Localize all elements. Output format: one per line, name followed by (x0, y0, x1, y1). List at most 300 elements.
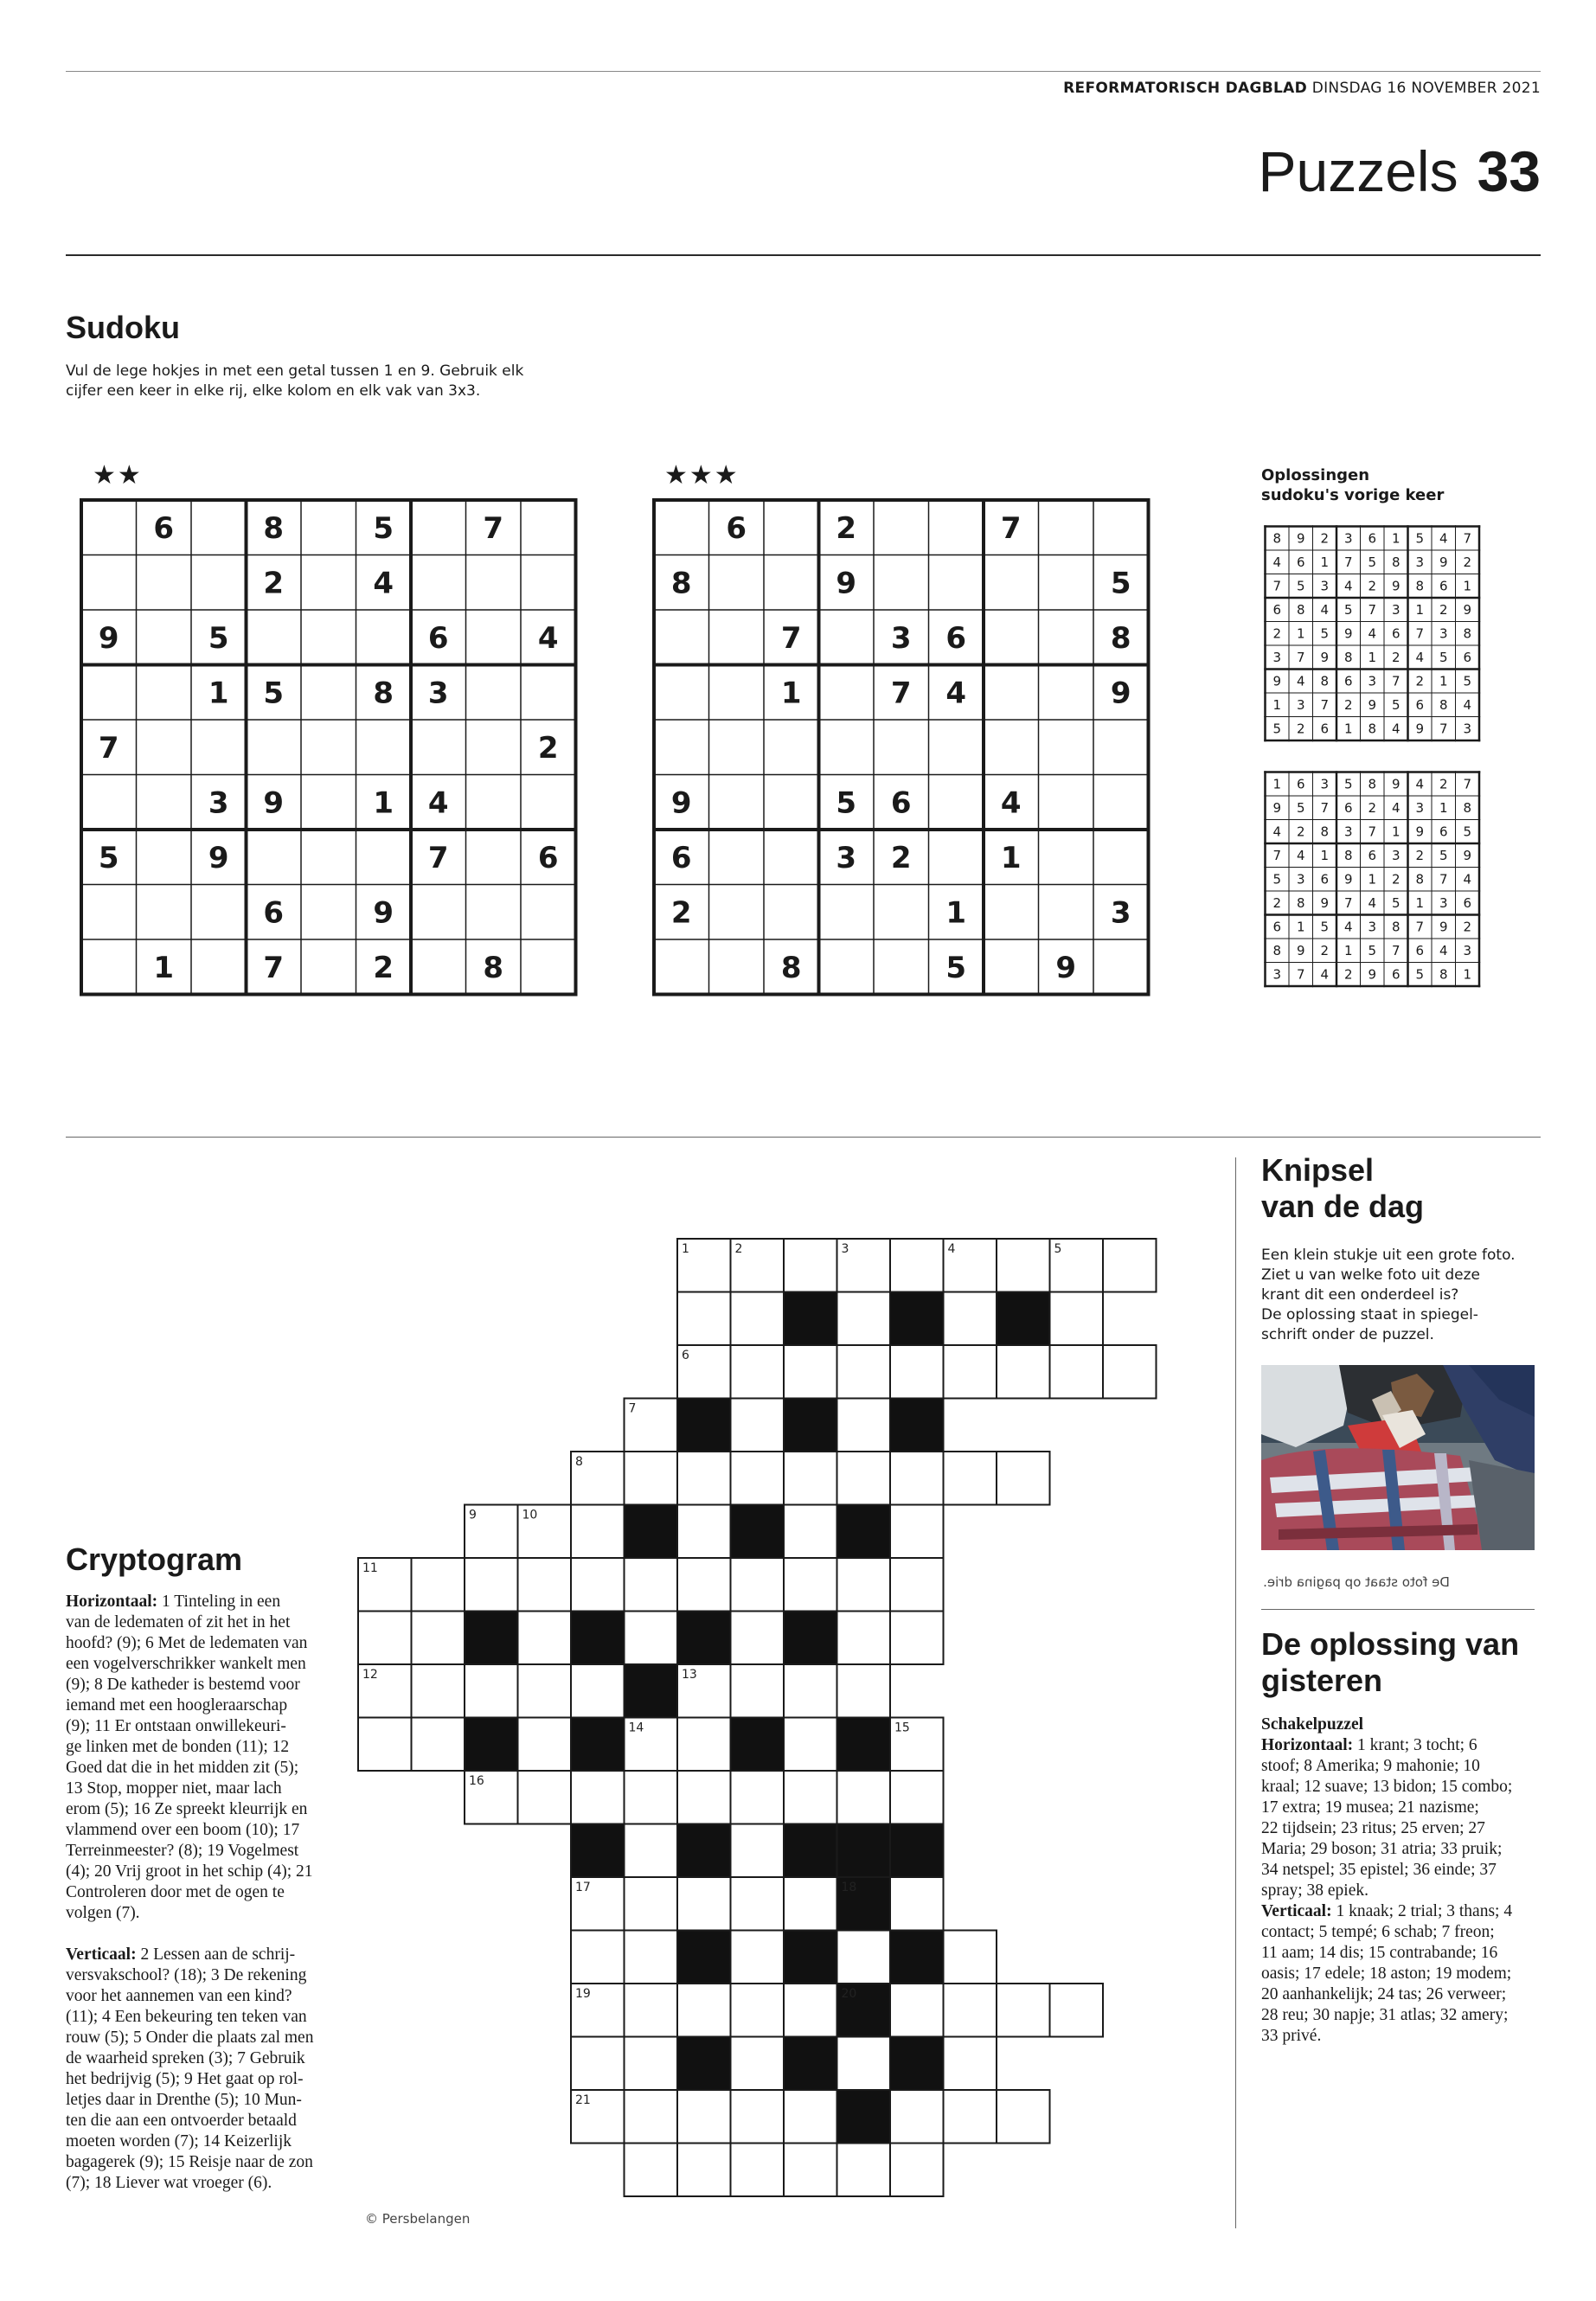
sudoku-cell[interactable] (356, 775, 412, 830)
crypto-cell[interactable] (625, 2090, 678, 2144)
sudoku-cell[interactable] (191, 775, 247, 830)
sudoku-cell[interactable] (929, 610, 984, 665)
sudoku-cell[interactable] (709, 500, 765, 555)
crypto-cell[interactable] (518, 1718, 572, 1772)
crypto-cell[interactable] (890, 2144, 944, 2197)
sudoku-cell[interactable] (247, 885, 302, 940)
crypto-cell[interactable] (784, 1239, 837, 1292)
sudoku-cell[interactable] (356, 720, 412, 775)
sudoku-cell[interactable] (137, 939, 192, 995)
sudoku-cell[interactable] (466, 939, 522, 995)
sudoku-cell[interactable] (466, 885, 522, 940)
crypto-cell[interactable] (1050, 1292, 1104, 1346)
sudoku-digit: 3 (1296, 697, 1305, 714)
sudoku-digit: 9 (836, 566, 857, 601)
crypto-cell[interactable] (944, 1931, 997, 1984)
crypto-cell[interactable] (997, 2090, 1050, 2144)
crypto-cell[interactable] (677, 2090, 731, 2144)
crypto-cell[interactable] (731, 1558, 785, 1612)
sudoku-cell[interactable] (411, 500, 466, 555)
sudoku-cell (1408, 574, 1433, 599)
sudoku-cell[interactable] (874, 775, 929, 830)
sudoku-cell[interactable] (247, 939, 302, 995)
sudoku-digit: 8 (1272, 530, 1282, 547)
sudoku-cell[interactable] (709, 665, 765, 721)
crypto-cell[interactable] (625, 1931, 678, 1984)
crypto-cell[interactable] (625, 2144, 678, 2197)
sudoku-digit: 7 (427, 840, 449, 875)
sudoku-digit: 1 (208, 676, 229, 711)
sudoku-cell[interactable] (466, 500, 522, 555)
sudoku-cell[interactable] (301, 939, 356, 995)
crypto-cell[interactable] (412, 1718, 465, 1772)
sudoku-cell[interactable] (874, 720, 929, 775)
sudoku-cell[interactable] (247, 555, 302, 611)
sudoku-cell[interactable] (356, 939, 412, 995)
sudoku-cell[interactable] (764, 500, 819, 555)
sudoku-cell[interactable] (654, 665, 709, 721)
sudoku-cell[interactable] (654, 830, 709, 885)
crypto-cell[interactable] (784, 1664, 837, 1718)
sudoku-cell[interactable] (874, 830, 929, 885)
crypto-cell[interactable] (677, 1771, 731, 1824)
sudoku-cell[interactable] (1039, 830, 1094, 885)
crypto-cell[interactable] (731, 1452, 785, 1505)
sudoku-cell[interactable] (301, 720, 356, 775)
crypto-cell[interactable] (518, 1664, 572, 1718)
crypto-cell[interactable] (1103, 1345, 1157, 1399)
crypto-cell[interactable] (625, 1984, 678, 2037)
crypto-cell[interactable] (571, 2037, 625, 2091)
crypto-cell[interactable] (890, 1452, 944, 1505)
crypto-cell[interactable] (731, 1345, 785, 1399)
sudoku-cell[interactable] (709, 885, 765, 940)
crypto-cell[interactable] (837, 2037, 891, 2091)
sudoku-cell[interactable] (1039, 500, 1094, 555)
sudoku-cell[interactable] (1093, 555, 1149, 611)
sudoku-cell[interactable] (819, 720, 875, 775)
crypto-cell[interactable] (890, 1877, 944, 1931)
crypto-cell[interactable] (465, 1664, 518, 1718)
sudoku-cell[interactable] (654, 720, 709, 775)
sudoku-cell[interactable] (709, 830, 765, 885)
sudoku-cell[interactable] (521, 665, 576, 721)
sudoku-cell[interactable] (819, 939, 875, 995)
sudoku-cell[interactable] (929, 830, 984, 885)
crypto-cell[interactable] (890, 1558, 944, 1612)
sudoku-cell[interactable] (247, 830, 302, 885)
sudoku-cell[interactable] (521, 610, 576, 665)
sudoku-cell[interactable] (81, 830, 137, 885)
sudoku-cell[interactable] (521, 720, 576, 775)
sudoku-cell[interactable] (929, 555, 984, 611)
crypto-cell[interactable] (944, 1452, 997, 1505)
sudoku-cell[interactable] (764, 939, 819, 995)
crypto-cell[interactable] (837, 1931, 891, 1984)
crypto-cell[interactable] (784, 1505, 837, 1559)
sudoku-cell[interactable] (81, 500, 137, 555)
sudoku-cell[interactable] (137, 720, 192, 775)
sudoku-digit: 8 (1391, 554, 1401, 571)
sudoku-cell[interactable] (819, 885, 875, 940)
sudoku-cell[interactable] (81, 720, 137, 775)
crypto-cell[interactable] (1050, 1345, 1104, 1399)
crypto-cell[interactable] (731, 2144, 785, 2197)
sudoku-cell[interactable] (984, 665, 1039, 721)
sudoku-cell[interactable] (1093, 775, 1149, 830)
crypto-cell[interactable] (358, 1718, 412, 1772)
sudoku-cell[interactable] (929, 500, 984, 555)
sudoku-cell[interactable] (929, 665, 984, 721)
sudoku-cell[interactable] (654, 555, 709, 611)
crypto-cell[interactable] (784, 2144, 837, 2197)
sudoku-cell[interactable] (984, 500, 1039, 555)
sudoku-cell[interactable] (466, 830, 522, 885)
sudoku-cell[interactable] (709, 720, 765, 775)
sudoku-cell[interactable] (1093, 720, 1149, 775)
sudoku-cell[interactable] (521, 830, 576, 885)
sudoku-cell[interactable] (984, 720, 1039, 775)
sudoku-cell[interactable] (301, 665, 356, 721)
sudoku-cell[interactable] (874, 610, 929, 665)
sudoku-cell[interactable] (1039, 885, 1094, 940)
sudoku-cell[interactable] (929, 720, 984, 775)
sudoku-cell[interactable] (984, 830, 1039, 885)
crypto-cell[interactable] (731, 1877, 785, 1931)
sudoku-cell[interactable] (654, 939, 709, 995)
sudoku-cell[interactable] (247, 720, 302, 775)
crypto-cell[interactable] (731, 1612, 785, 1665)
crypto-cell[interactable] (944, 1984, 997, 2037)
crypto-cell[interactable] (784, 2090, 837, 2144)
sudoku-cell[interactable] (356, 665, 412, 721)
sudoku-cell[interactable] (654, 775, 709, 830)
sudoku-cell[interactable] (1039, 555, 1094, 611)
crypto-cell[interactable] (518, 1771, 572, 1824)
sudoku-cell[interactable] (466, 775, 522, 830)
sudoku-cell[interactable] (137, 830, 192, 885)
crypto-cell[interactable] (1103, 1239, 1157, 1292)
crypto-cell[interactable] (677, 1718, 731, 1772)
sudoku-cell[interactable] (301, 610, 356, 665)
crypto-cell[interactable] (625, 1771, 678, 1824)
crypto-cell[interactable] (784, 1771, 837, 1824)
text-line-content: moeten worden (7); 14 Keizerlijk (66, 2132, 292, 2150)
sudoku-digit: 5 (1320, 625, 1330, 642)
sudoku-cell[interactable] (411, 775, 466, 830)
crypto-black-cell (731, 1505, 785, 1559)
crypto-cell[interactable] (625, 1452, 678, 1505)
sudoku-cell[interactable] (874, 500, 929, 555)
sudoku-cell[interactable] (1039, 665, 1094, 721)
sudoku-cell[interactable] (819, 775, 875, 830)
sudoku-cell[interactable] (764, 775, 819, 830)
sudoku-cell[interactable] (654, 610, 709, 665)
sudoku-cell[interactable] (819, 610, 875, 665)
sudoku-cell[interactable] (521, 500, 576, 555)
crypto-cell[interactable] (571, 1558, 625, 1612)
text-line (66, 2028, 351, 2048)
sudoku-digit: 1 (1272, 776, 1282, 792)
crypto-cell[interactable] (677, 1877, 731, 1931)
sudoku-cell[interactable] (411, 720, 466, 775)
sudoku-grid-hard[interactable] (651, 497, 1152, 998)
sudoku-cell[interactable] (1093, 500, 1149, 555)
sudoku-grid-easy[interactable] (78, 497, 580, 998)
sudoku-cell[interactable] (984, 885, 1039, 940)
sudoku-cell[interactable] (466, 610, 522, 665)
crypto-cell[interactable] (518, 1612, 572, 1665)
sudoku-cell[interactable] (929, 775, 984, 830)
crypto-cell[interactable] (571, 1931, 625, 1984)
sudoku-cell[interactable] (819, 665, 875, 721)
sudoku-cell[interactable] (984, 939, 1039, 995)
sudoku-cell[interactable] (1093, 610, 1149, 665)
sudoku-cell[interactable] (191, 610, 247, 665)
sudoku-cell[interactable] (81, 555, 137, 611)
crypto-cell[interactable] (997, 1345, 1050, 1399)
sudoku-cell (1456, 820, 1480, 844)
sudoku-cell[interactable] (191, 665, 247, 721)
sudoku-cell[interactable] (137, 775, 192, 830)
sudoku-cell[interactable] (137, 555, 192, 611)
crypto-cell[interactable] (837, 1345, 891, 1399)
sudoku-cell (1289, 693, 1313, 717)
crypto-cell[interactable] (890, 1505, 944, 1559)
crypto-cell[interactable] (677, 1984, 731, 2037)
sudoku-cell[interactable] (301, 885, 356, 940)
text-line-content: krant dit een onderdeel is? (1261, 1286, 1459, 1304)
sudoku-cell[interactable] (1093, 885, 1149, 940)
sudoku-cell[interactable] (411, 885, 466, 940)
sudoku-cell[interactable] (654, 885, 709, 940)
sudoku-digit: 5 (1368, 554, 1377, 571)
sudoku-cell[interactable] (1039, 775, 1094, 830)
sudoku-cell[interactable] (764, 885, 819, 940)
sudoku-cell[interactable] (466, 665, 522, 721)
crypto-cell[interactable] (837, 1771, 891, 1824)
sudoku-cell[interactable] (764, 720, 819, 775)
crypto-cell[interactable] (731, 1984, 785, 2037)
crypto-cell[interactable] (625, 1824, 678, 1878)
crypto-cell[interactable] (837, 2144, 891, 2197)
crypto-cell[interactable] (890, 2090, 944, 2144)
sudoku-cell[interactable] (874, 555, 929, 611)
crypto-cell[interactable] (1050, 1984, 1104, 2037)
crypto-cell[interactable] (731, 1399, 785, 1452)
sudoku-cell (1313, 843, 1337, 868)
sudoku-cell[interactable] (137, 885, 192, 940)
crypto-cell[interactable] (518, 1558, 572, 1612)
crypto-cell[interactable] (465, 1558, 518, 1612)
sudoku-cell[interactable] (521, 885, 576, 940)
sudoku-cell[interactable] (929, 939, 984, 995)
crypto-cell[interactable] (731, 1771, 785, 1824)
crypto-cell[interactable] (997, 1984, 1050, 2037)
sudoku-cell[interactable] (1093, 939, 1149, 995)
sudoku-cell[interactable] (1039, 720, 1094, 775)
crypto-cell[interactable] (731, 2037, 785, 2091)
sudoku-cell (1313, 574, 1337, 599)
crypto-cell[interactable] (837, 1558, 891, 1612)
sudoku-cell[interactable] (301, 775, 356, 830)
sudoku-cell[interactable] (301, 830, 356, 885)
sudoku-cell[interactable] (1093, 665, 1149, 721)
crypto-cell[interactable] (890, 1984, 944, 2037)
crypto-cell[interactable] (837, 1399, 891, 1452)
sudoku-digit: 6 (1463, 895, 1472, 912)
sudoku-cell[interactable] (191, 500, 247, 555)
crypto-cell[interactable] (837, 1452, 891, 1505)
crypto-cell[interactable] (677, 1505, 731, 1559)
sudoku-cell[interactable] (247, 775, 302, 830)
sudoku-cell[interactable] (247, 500, 302, 555)
sudoku-cell[interactable] (709, 939, 765, 995)
sudoku-cell[interactable] (874, 665, 929, 721)
sudoku-cell[interactable] (874, 885, 929, 940)
sudoku-cell[interactable] (819, 500, 875, 555)
crypto-cell[interactable] (571, 1771, 625, 1824)
crypto-cell[interactable] (944, 2037, 997, 2091)
text-line (66, 1758, 351, 1779)
sudoku-cell[interactable] (819, 555, 875, 611)
sudoku-digit: 1 (1000, 840, 1022, 875)
crypto-cell[interactable] (412, 1664, 465, 1718)
crypto-cell[interactable] (837, 1664, 891, 1718)
sudoku-cell[interactable] (81, 885, 137, 940)
crypto-cell[interactable] (784, 1345, 837, 1399)
sudoku-cell[interactable] (411, 830, 466, 885)
sudoku-cell[interactable] (984, 610, 1039, 665)
crypto-cell[interactable] (784, 1877, 837, 1931)
crypto-cell[interactable] (625, 1877, 678, 1931)
sudoku-cell[interactable] (191, 939, 247, 995)
crypto-cell[interactable] (731, 1824, 785, 1878)
crypto-cell[interactable] (677, 1452, 731, 1505)
sudoku-cell[interactable] (191, 720, 247, 775)
sudoku-cell[interactable] (356, 555, 412, 611)
sudoku-cell[interactable] (191, 830, 247, 885)
sudoku-cell[interactable] (466, 720, 522, 775)
sudoku-cell[interactable] (356, 500, 412, 555)
sudoku-cell[interactable] (819, 830, 875, 885)
crypto-cell[interactable] (997, 1239, 1050, 1292)
crypto-cell[interactable] (571, 1505, 625, 1559)
sudoku-cell[interactable] (81, 665, 137, 721)
sudoku-cell[interactable] (137, 500, 192, 555)
crypto-cell[interactable] (890, 1771, 944, 1824)
crypto-cell[interactable] (412, 1612, 465, 1665)
sudoku-cell[interactable] (764, 830, 819, 885)
sudoku-cell[interactable] (521, 555, 576, 611)
sudoku-cell[interactable] (137, 665, 192, 721)
crypto-cell[interactable] (784, 1984, 837, 2037)
crypto-cell[interactable] (731, 1292, 785, 1346)
sudoku-cell[interactable] (466, 555, 522, 611)
crypto-cell[interactable] (944, 2090, 997, 2144)
crypto-cell[interactable] (890, 1345, 944, 1399)
sudoku-cell (1408, 527, 1433, 551)
crypto-black-cell (890, 1824, 944, 1878)
sudoku-cell[interactable] (521, 939, 576, 995)
crypto-cell[interactable] (784, 1558, 837, 1612)
sudoku-cell[interactable] (411, 939, 466, 995)
sudoku-cell[interactable] (411, 555, 466, 611)
sudoku-cell[interactable] (137, 610, 192, 665)
sudoku-cell[interactable] (356, 610, 412, 665)
cryptogram-grid[interactable] (356, 1237, 1165, 2206)
crypto-cell[interactable] (944, 1292, 997, 1346)
sudoku-cell[interactable] (81, 775, 137, 830)
sudoku-cell[interactable] (521, 775, 576, 830)
crypto-cell[interactable] (358, 1612, 412, 1665)
sudoku-cell[interactable] (709, 775, 765, 830)
sudoku-cell[interactable] (356, 830, 412, 885)
sudoku-cell[interactable] (1039, 939, 1094, 995)
crypto-cell[interactable] (412, 1558, 465, 1612)
sudoku-cell[interactable] (709, 610, 765, 665)
crypto-cell[interactable] (731, 1931, 785, 1984)
crypto-cell[interactable] (784, 1718, 837, 1772)
sudoku-cell[interactable] (764, 610, 819, 665)
crypto-cell[interactable] (677, 1292, 731, 1346)
crypto-cell[interactable] (731, 2090, 785, 2144)
crypto-cell[interactable] (731, 1664, 785, 1718)
crypto-cell[interactable] (625, 1558, 678, 1612)
sudoku-cell[interactable] (411, 665, 466, 721)
sudoku-cell[interactable] (654, 500, 709, 555)
sudoku-cell[interactable] (247, 610, 302, 665)
crypto-cell[interactable] (784, 1452, 837, 1505)
sudoku-cell[interactable] (81, 610, 137, 665)
crypto-cell[interactable] (837, 1292, 891, 1346)
crypto-cell[interactable] (890, 1239, 944, 1292)
sudoku-cell[interactable] (709, 555, 765, 611)
sudoku-cell[interactable] (191, 555, 247, 611)
sudoku-cell[interactable] (929, 885, 984, 940)
crypto-cell[interactable] (677, 1558, 731, 1612)
sudoku-cell[interactable] (301, 500, 356, 555)
sudoku-cell[interactable] (356, 885, 412, 940)
sudoku-cell[interactable] (81, 939, 137, 995)
sudoku-cell (1336, 717, 1361, 741)
crypto-clue-number: 2 (734, 1242, 743, 1256)
sudoku-cell[interactable] (301, 555, 356, 611)
sudoku-cell[interactable] (874, 939, 929, 995)
crypto-cell[interactable] (890, 1612, 944, 1665)
crypto-cell[interactable] (944, 1345, 997, 1399)
sudoku-cell[interactable] (411, 610, 466, 665)
crypto-cell[interactable] (997, 1452, 1050, 1505)
sudoku-digit: 1 (1415, 602, 1425, 619)
crypto-cell[interactable] (677, 2144, 731, 2197)
crypto-cell[interactable] (571, 1664, 625, 1718)
sudoku-cell[interactable] (764, 555, 819, 611)
solutions-heading-line: Oplossingen (1261, 466, 1370, 484)
sudoku-cell[interactable] (984, 555, 1039, 611)
crypto-cell[interactable] (625, 2037, 678, 2091)
sudoku-cell (1456, 717, 1480, 741)
sudoku-cell[interactable] (984, 775, 1039, 830)
sudoku-cell[interactable] (191, 885, 247, 940)
sudoku-digit: 3 (1463, 721, 1472, 737)
sudoku-cell[interactable] (764, 665, 819, 721)
sudoku-cell[interactable] (1039, 610, 1094, 665)
crypto-cell[interactable] (837, 1612, 891, 1665)
crypto-cell[interactable] (625, 1612, 678, 1665)
sudoku-cell[interactable] (247, 665, 302, 721)
sudoku-cell[interactable] (1093, 830, 1149, 885)
